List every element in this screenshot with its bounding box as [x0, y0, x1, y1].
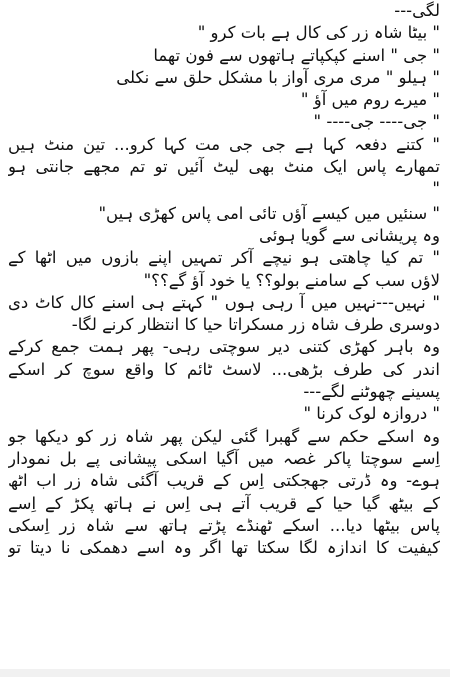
text-line: " نہیں---نہیں میں آ رہی ہوں " کہتے ہی اسنے کال کاٹ دی — [8, 292, 440, 312]
text-line: وہ اسکے حکم سے گھبرا گئی لیکن پھر شاہ زر کو دیکھا جو — [8, 426, 440, 446]
text-line: " — [432, 179, 440, 199]
text-line: لاؤں سب کے سامنے بولو؟؟ یا خود آؤ گے؟؟" — [143, 270, 440, 290]
text-line: وہ پریشانی سے گویا ہوئی — [258, 225, 440, 245]
text-line: " جی---- جی---- " — [313, 112, 440, 132]
text-line: دوسری طرف شاہ زر مسکراتا حیا کا انتظار کرنے لگا- — [71, 315, 440, 335]
text-line: " جی " اسنے کپکپاتے ہاتھوں سے فون تھما — [153, 45, 440, 65]
text-line: اِسے سوچتا پاکر غصہ میں آگیا اسکی پیشانی پے بل نمودار — [8, 448, 440, 468]
text-line: کے بیٹھ گیا حیا کے قریب آتے ہی اِس نے ہاتھ پکڑ کے اِسے — [8, 493, 440, 513]
text-line: وہ باہر کھڑی کتنی دیر سوچتی رہی- پھر ہمت جمع کرکے — [8, 337, 440, 357]
text-line: تمھارے پاس ایک منٹ بھی لیٹ آئیں تو تم مجھے جانتی ہو — [8, 157, 440, 177]
story-text — [8, 0, 440, 559]
text-line: " کتنے دفعہ کہا ہے جی جی مت کہا کرو... تین منٹ ہیں — [8, 134, 440, 154]
text-line: پاس بیٹھا دیا... اسکے ٹھنڈے پڑتے ہاتھ سے شاہ زر اِسکی — [8, 515, 440, 535]
text-line: " میرے روم میں آؤ " — [300, 90, 440, 110]
text-line: پسینے چھوٹنے لگے--- — [303, 382, 440, 402]
text-line: " بیٹا شاہ زر کی کال ہے بات کرو " — [197, 23, 440, 43]
text-line: لگی--- — [394, 1, 440, 20]
text-line: " ہیلو " مری مری آواز با مشکل حلق سے نکلی — [116, 67, 440, 87]
text-line: " سنئیں میں کیسے آؤں تائی امی پاس کھڑی ہیں" — [98, 203, 440, 223]
text-line: اندر کی طرف بڑھی... لاسٹ ٹائم کا واقع سوچ کر اسکے — [8, 359, 440, 379]
text-line: " تم کیا چاھتی ہو نیچے آکر تمہیں اپنے بازوں میں اٹھا کے — [8, 248, 440, 268]
bottom-edge — [0, 669, 450, 677]
text-line: " دروازہ لوک کرنا " — [303, 404, 440, 424]
text-line: ہوے- وہ ڈرتی جھجکتی اِس کے قریب آگئی شاہ زر اب اٹھ — [8, 471, 440, 491]
text-line: کیفیت کا اندازہ لگا سکتا تھا اگر وہ اسے دھمکی نا دیتا تو — [8, 538, 440, 558]
